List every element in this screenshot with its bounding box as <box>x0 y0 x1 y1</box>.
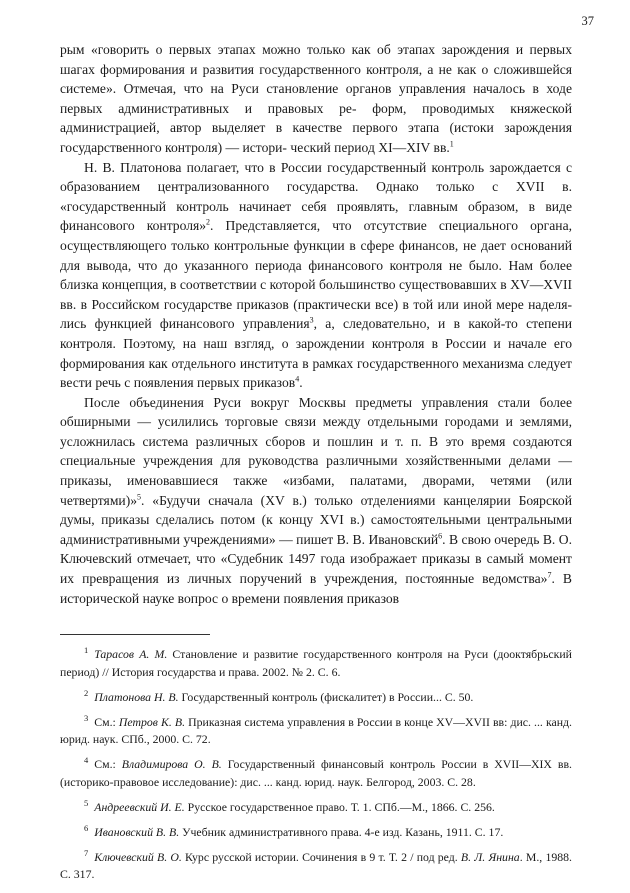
footnote-text: Учебник административного права. 4-е изд. Казань, 1911. С. 17. <box>179 824 504 839</box>
footnote-ref[interactable]: 4 <box>295 374 300 384</box>
footnote-author: Владимирова О. В. <box>121 757 222 772</box>
footnote-text: Русское государственное право. Т. 1. СПб.—М., 1866. С. 256. <box>184 799 495 814</box>
footnote-ref[interactable]: 2 <box>206 217 211 227</box>
footnote-prefix: См.: <box>94 757 122 772</box>
footnote-number: 1 <box>84 645 89 656</box>
paragraph-text: После объединения Руси вокруг Москвы предметы управления стали более обширными — усилились торговые связи между отдельными городами и землями, усложнилась система различных сборов и пошлин и т. п. В это время создаются специальные учреждения для руководства различными хозяйственными делами — приказы, именовавшиеся также «избами, палатами, дворами, четями (или четвертями)» <box>60 394 572 508</box>
footnote-text: . М., 1988. С. 317. <box>60 849 573 882</box>
page-number: 37 <box>581 14 594 28</box>
footnote-number: 4 <box>84 755 89 766</box>
footnote-6 <box>60 824 572 842</box>
footnote-author: Ивановский В. В. <box>94 824 180 839</box>
footnote-5 <box>60 799 572 817</box>
footnote-text: Государственный финансовый контроль России в XVII—XIX вв. (историко-правовое исследование): дис. ... канд. юрид. наук. Белгород, 2003. С. 28. <box>60 757 572 789</box>
footnote-1 <box>60 646 572 681</box>
footnote-number: 3 <box>84 712 89 723</box>
footnote-author: Тарасов А. М. <box>94 647 168 661</box>
footnotes <box>60 646 572 891</box>
footnote-ref[interactable]: 1 <box>449 139 454 149</box>
footnote-ref[interactable]: 5 <box>137 492 142 502</box>
footnote-author: Платонова Н. В. <box>94 689 179 704</box>
paragraph-1-line: форм, проводимых княжеской администрацией, автор выделяет в качестве <box>60 100 572 136</box>
footnote-text: Курс русской истории. Сочинения в 9 т. Т. 2 / под ред. <box>181 849 461 864</box>
footnote-ref[interactable]: 7 <box>547 570 552 580</box>
footnote-number: 6 <box>84 822 89 833</box>
paragraph-text: . <box>299 375 303 391</box>
paragraph-1-line: управления началось в ходе первых административных и правовых ре- <box>60 81 573 116</box>
footnote-number: 7 <box>84 847 89 858</box>
paragraph-1-line: ческий период XI—XIV вв. <box>290 139 450 155</box>
paragraph-1 <box>60 40 572 158</box>
paragraph-text: . Представляется, что отсутствие специального органа, осуществляющего только контрольные функции в сфере финансов, не дает оснований для вывода, что до указанного периода финансового контроля не было. Нам более близка концепция, в соответствии с которой большинство существовавших в XV—XVII вв. в Российском государстве приказов (практически все) в той или иной мере наделялись функцией финансового управления <box>60 218 572 332</box>
paragraph-text: . В свою очередь В. О. Ключевский отмечает, что «Судебник 1497 года изображает приказы в самый момент их превращения из личных поручений в учреждения, постоянные ведомства» <box>60 531 572 587</box>
paragraph-1-line: первого этапа (истоки зарождения государственного контроля) — истори- <box>60 120 572 155</box>
paragraph-2 <box>60 158 572 393</box>
footnote-author: Ключевский В. О. <box>94 849 182 864</box>
footnote-ref[interactable]: 6 <box>438 531 443 541</box>
footnote-ref[interactable]: 3 <box>309 315 314 325</box>
footnote-text: Государственный контроль (фискалитет) в России... С. 50. <box>178 689 474 704</box>
footnote-3 <box>60 714 572 749</box>
footnote-prefix: См.: <box>94 714 119 729</box>
footnote-text: Становление и развитие государственного контроля на Руси (дооктябрьский период) // История государства и права. 2002. № 2. С. 6. <box>60 647 572 679</box>
paragraph-1-line: и первых шагах формирования и развития государственного контроля, а не <box>60 42 572 77</box>
paragraph-text: . «Будучи сначала (XV в.) только отделениями канцелярии Боярской думы, приказы сделались потом (к концу XVI в.) самостоятельными центральными административными учреждениями» — пишет В. В. Ивановский <box>60 492 572 547</box>
paragraph-text: , а, следовательно, и в какой-то степени контроля. Поэтому, на наш взгляд, о зарождении контроля в России и начале его формирования как отдельного института в рамках государственного механизма следует вести речь с появления первых приказов <box>60 316 573 391</box>
footnote-number: 2 <box>84 687 89 698</box>
footnote-editor: В. Л. Янина <box>460 849 520 864</box>
paragraph-text: Н. В. Платонова полагает, что в России государственный контроль зарождается с образованием централизованного государства. Однако только с XVII в. «государственный контроль начинает себя проявлять, главным образом, в виде финансового контроля» <box>60 159 572 234</box>
footnote-author: Андреевский И. Е. <box>94 799 185 814</box>
paragraph-1-line: рым «говорить о первых этапах можно только как об этапах зарождения <box>60 42 510 57</box>
footnote-author: Петров К. В. <box>118 714 186 729</box>
footnote-4 <box>60 756 572 791</box>
paragraph-3 <box>60 393 572 609</box>
paragraph-text: . В исторической науке вопрос о времени появления приказов <box>60 571 572 606</box>
footnote-7 <box>60 849 572 884</box>
main-text <box>60 40 572 608</box>
footnote-text: Приказная система управления в России в конце XV—XVII вв: дис. ... канд. юрид. наук. СПб., 2000. С. 72. <box>60 714 573 747</box>
paragraph-1-line: как о сложившейся системе». Отмечая, что на Руси становление органов <box>60 61 573 97</box>
footnote-number: 5 <box>84 797 89 808</box>
footnote-divider <box>60 634 210 635</box>
footnote-2 <box>60 689 572 707</box>
